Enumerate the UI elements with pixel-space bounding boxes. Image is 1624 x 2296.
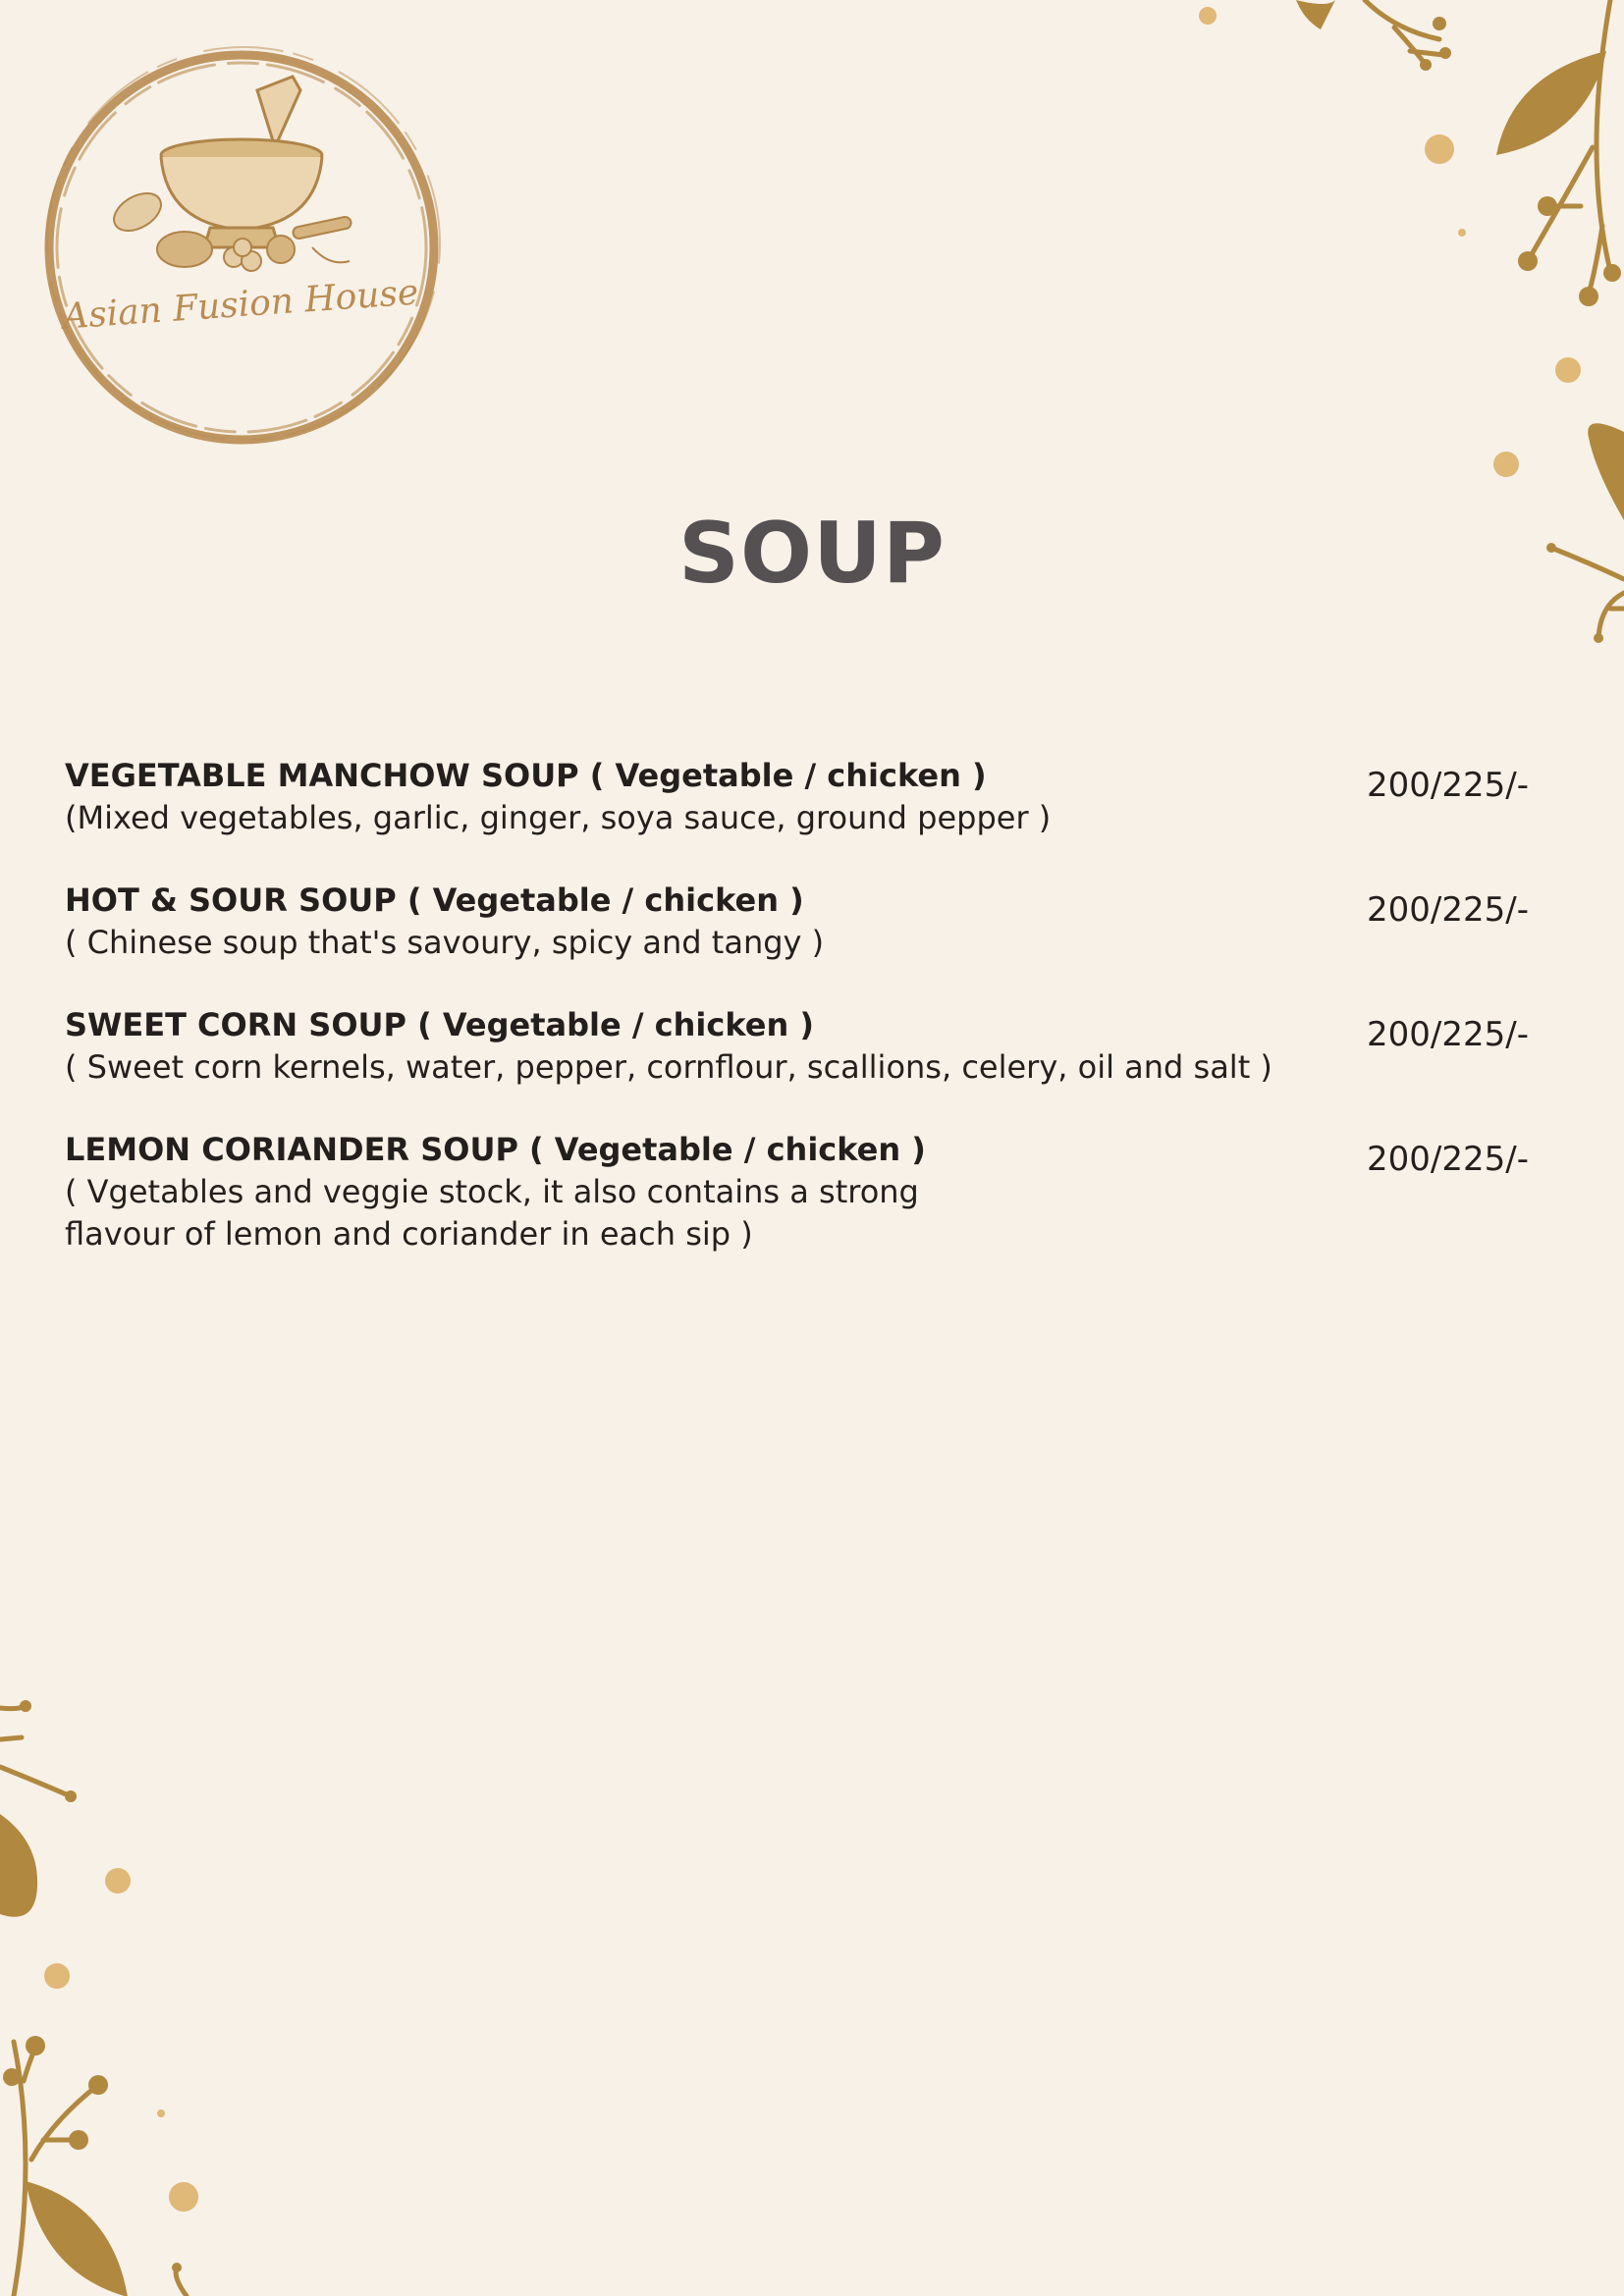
menu-item bbox=[65, 1128, 1538, 1255]
item-name: HOT & SOUR SOUP ( Vegetable / chicken ) bbox=[65, 881, 804, 919]
item-name: VEGETABLE MANCHOW SOUP ( Vegetable / chicken ) bbox=[65, 757, 987, 794]
mortar-pestle-icon bbox=[107, 77, 352, 271]
menu-item bbox=[65, 1003, 1538, 1089]
item-description: flavour of lemon and coriander in each sip ) bbox=[65, 1215, 753, 1253]
item-description: ( Chinese soup that's savoury, spicy and tangy ) bbox=[65, 924, 825, 961]
item-price: 200/225/- bbox=[1367, 1140, 1529, 1179]
item-name: SWEET CORN SOUP ( Vegetable / chicken ) bbox=[65, 1006, 814, 1043]
item-price: 200/225/- bbox=[1367, 890, 1529, 930]
menu-item bbox=[65, 879, 1538, 964]
page-title: SOUP bbox=[678, 505, 946, 603]
logo-text: Asian Fusion House bbox=[61, 272, 420, 338]
soup-menu-list bbox=[65, 754, 1538, 1295]
item-price: 200/225/- bbox=[1367, 766, 1529, 805]
item-price: 200/225/- bbox=[1367, 1015, 1529, 1054]
top-right-leaves bbox=[1296, 0, 1624, 520]
item-description: ( Vgetables and veggie stock, it also contains a strong bbox=[65, 1173, 919, 1210]
bottom-left-stems bbox=[0, 1706, 187, 2296]
item-description: (Mixed vegetables, garlic, ginger, soya sauce, ground pepper ) bbox=[65, 799, 1052, 836]
restaurant-logo bbox=[35, 39, 448, 452]
menu-item bbox=[65, 754, 1538, 839]
item-description: ( Sweet corn kernels, water, pepper, cornflour, scallions, celery, oil and salt ) bbox=[65, 1048, 1272, 1086]
item-name: LEMON CORIANDER SOUP ( Vegetable / chicken ) bbox=[65, 1131, 926, 1168]
